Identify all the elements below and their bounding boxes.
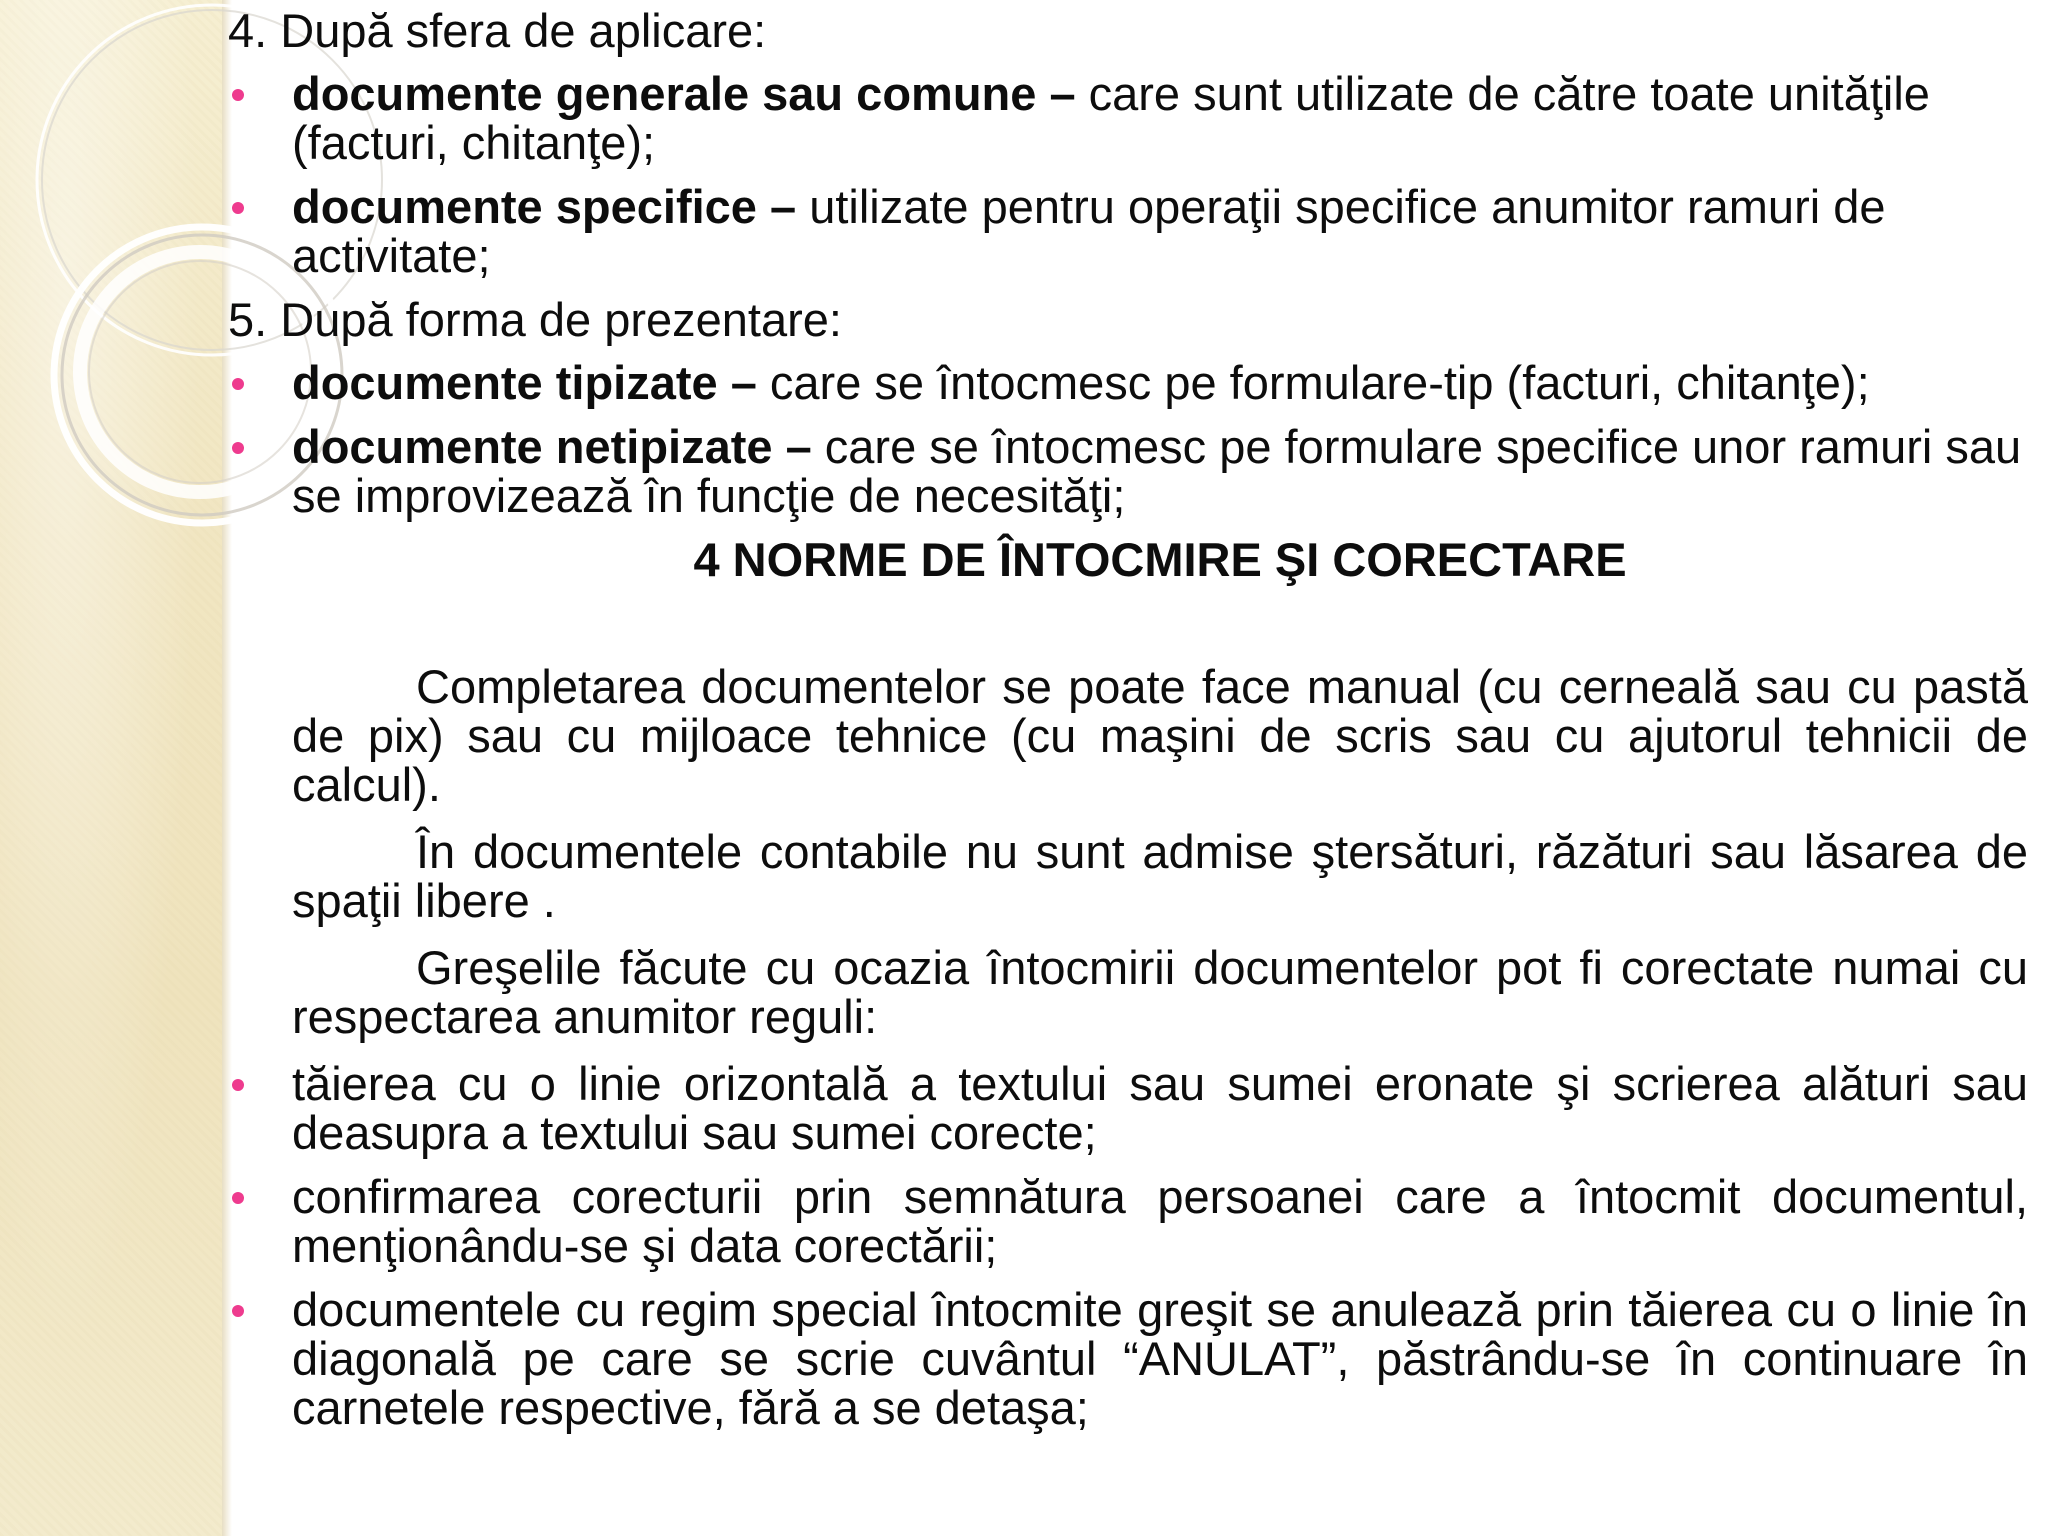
bullet-icon — [232, 202, 244, 214]
list-item — [228, 182, 2028, 280]
list-item — [228, 1285, 2028, 1432]
list-item — [228, 69, 2028, 167]
bullet-icon — [232, 1305, 244, 1317]
term-bold: documente specifice – — [292, 180, 797, 233]
bullet-icon — [232, 89, 244, 101]
term-description: care se întocmesc pe formulare-tip (facturi, chitanţe); — [756, 356, 1870, 409]
rule-text: tăierea cu o linie orizontală a textului sau sumei eronate şi scrierea alături sau deasupra a textului sau sumei corecte; — [292, 1057, 2028, 1159]
term-description: utilizate pentru operaţii specifice anumitor ramuri de activitate; — [292, 180, 1886, 282]
paragraph: Greşelile făcute cu ocazia întocmirii documentelor pot fi corectate numai cu respectarea anumitor reguli: — [292, 941, 2028, 1043]
term-description: care sunt utilizate de către toate unităţile (facturi, chitanţe); — [292, 67, 1930, 169]
spacer — [228, 584, 2028, 662]
section-title-norms: 4 NORME DE ÎNTOCMIRE ŞI CORECTARE — [693, 533, 1627, 586]
list-item — [228, 1059, 2028, 1157]
term-bold: documente netipizate – — [292, 420, 812, 473]
section-heading-form: 5. După forma de prezentare: — [228, 293, 842, 346]
term-bold: documente tipizate – — [292, 356, 757, 409]
bullet-icon — [232, 378, 244, 390]
section-heading-scope: 4. După sfera de aplicare: — [228, 4, 767, 57]
rule-text: documentele cu regim special întocmite greşit se anulează prin tăierea cu o linie în diagonală pe care se scrie cuvântul “ANULAT”, păstrându-se în continuare în carnetele respective, fără a se detaşa; — [292, 1283, 2028, 1434]
slide-content — [228, 6, 2028, 1447]
term-bold: documente generale sau comune – — [292, 67, 1076, 120]
bullet-icon — [232, 1079, 244, 1091]
rule-text: confirmarea corecturii prin semnătura persoanei care a întocmit documentul, menţionându-se şi data corectării; — [292, 1170, 2028, 1272]
paragraph: Completarea documentelor se poate face manual (cu cerneală sau cu pastă de pix) sau cu mijloace tehnice (cu maşini de scris sau cu ajutorul tehnicii de calcul). — [292, 660, 2028, 811]
paragraph: În documentele contabile nu sunt admise ştersături, răzături sau lăsarea de spaţii libere . — [292, 825, 2028, 927]
bullet-icon — [232, 442, 244, 454]
list-item — [228, 1172, 2028, 1270]
bullet-icon — [232, 1192, 244, 1204]
list-item — [228, 358, 2028, 407]
list-item — [228, 422, 2028, 520]
term-description: care se întocmesc pe formulare specifice unor ramuri sau se improvizează în funcţie de necesităţi; — [292, 420, 2022, 522]
